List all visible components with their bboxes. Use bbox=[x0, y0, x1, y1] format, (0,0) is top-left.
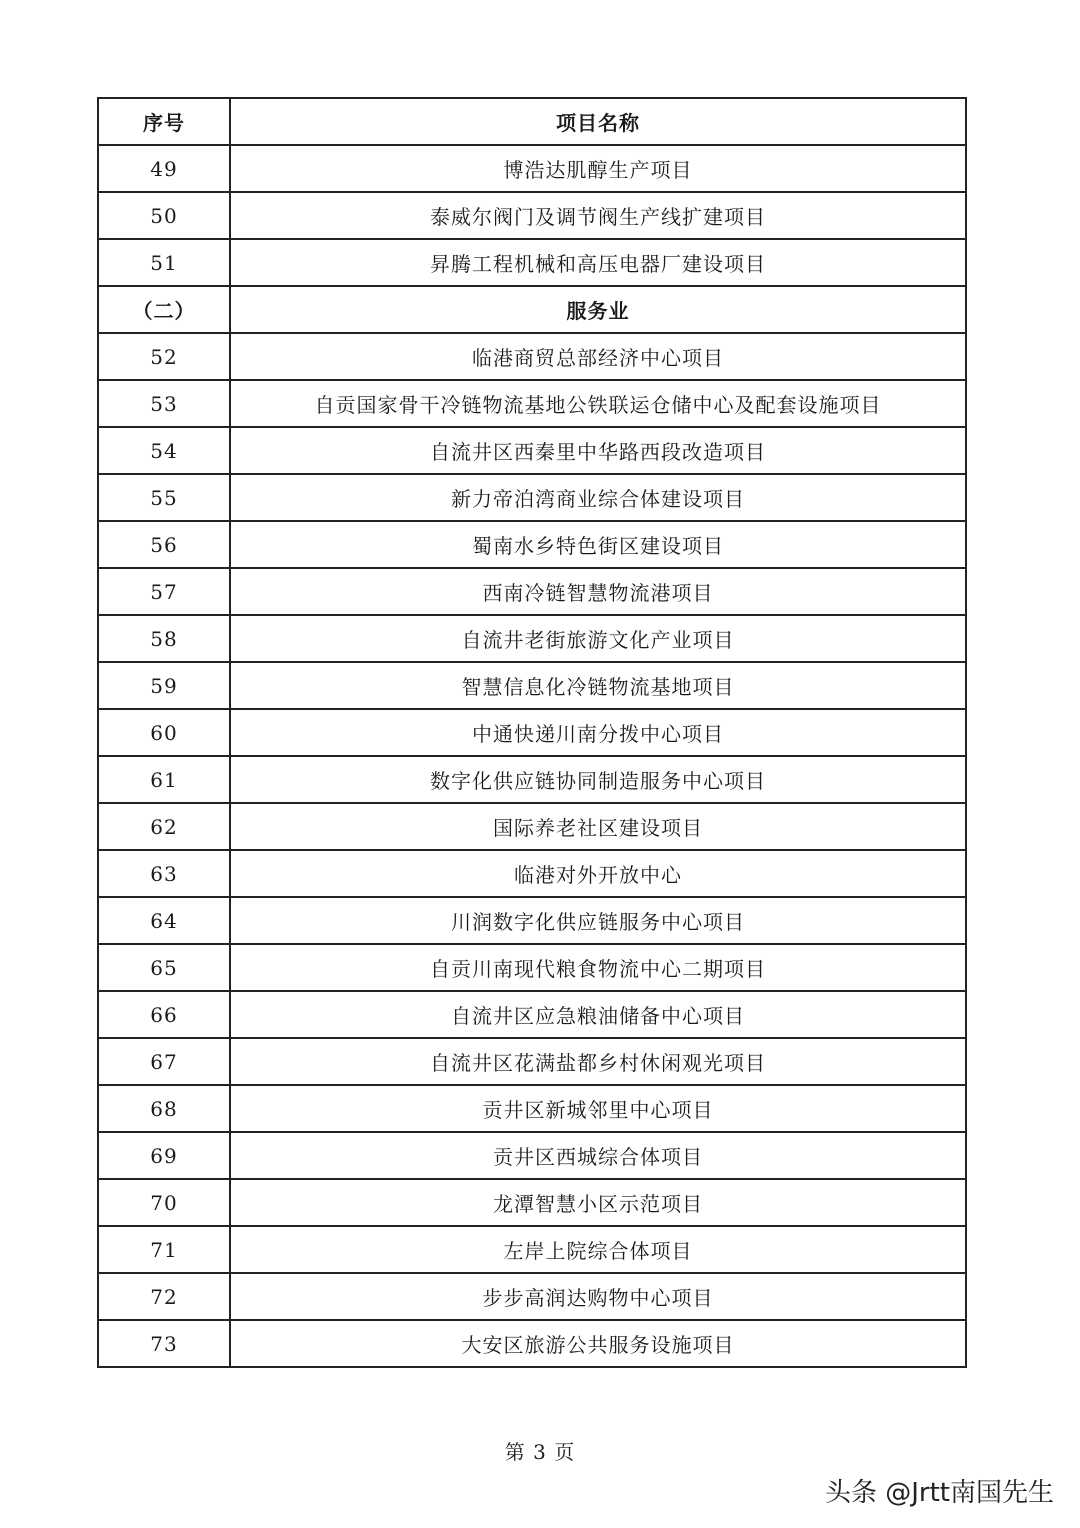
row-serial-number: 58 bbox=[98, 615, 230, 662]
table-row bbox=[98, 1038, 966, 1085]
row-project-name: 步步高润达购物中心项目 bbox=[230, 1273, 966, 1320]
project-table bbox=[97, 97, 967, 1368]
row-serial-number: 73 bbox=[98, 1320, 230, 1367]
row-project-name: 中通快递川南分拨中心项目 bbox=[230, 709, 966, 756]
table-row bbox=[98, 662, 966, 709]
row-project-name: 智慧信息化冷链物流基地项目 bbox=[230, 662, 966, 709]
table-row bbox=[98, 756, 966, 803]
page-number: 第 3 页 bbox=[504, 1440, 576, 1464]
row-serial-number: 63 bbox=[98, 850, 230, 897]
row-project-name: 临港对外开放中心 bbox=[230, 850, 966, 897]
row-project-name: 龙潭智慧小区示范项目 bbox=[230, 1179, 966, 1226]
table-header-row bbox=[98, 98, 966, 145]
row-project-name: 自流井区西秦里中华路西段改造项目 bbox=[230, 427, 966, 474]
table-row bbox=[98, 333, 966, 380]
table-row bbox=[98, 709, 966, 756]
row-serial-number: 66 bbox=[98, 991, 230, 1038]
table-row bbox=[98, 568, 966, 615]
section-title: 服务业 bbox=[230, 286, 966, 333]
table-row bbox=[98, 1085, 966, 1132]
row-serial-number: 59 bbox=[98, 662, 230, 709]
row-project-name: 贡井区西城综合体项目 bbox=[230, 1132, 966, 1179]
table-row bbox=[98, 803, 966, 850]
table-row bbox=[98, 239, 966, 286]
row-serial-number: 69 bbox=[98, 1132, 230, 1179]
row-project-name: 大安区旅游公共服务设施项目 bbox=[230, 1320, 966, 1367]
section-heading-row bbox=[98, 286, 966, 333]
row-project-name: 蜀南水乡特色街区建设项目 bbox=[230, 521, 966, 568]
row-project-name: 西南冷链智慧物流港项目 bbox=[230, 568, 966, 615]
row-serial-number: 53 bbox=[98, 380, 230, 427]
row-project-name: 自贡国家骨干冷链物流基地公铁联运仓储中心及配套设施项目 bbox=[230, 380, 966, 427]
row-project-name: 自流井区应急粮油储备中心项目 bbox=[230, 991, 966, 1038]
table-row bbox=[98, 944, 966, 991]
row-serial-number: 51 bbox=[98, 239, 230, 286]
table-row bbox=[98, 427, 966, 474]
row-project-name: 国际养老社区建设项目 bbox=[230, 803, 966, 850]
row-project-name: 泰威尔阀门及调节阀生产线扩建项目 bbox=[230, 192, 966, 239]
row-project-name: 数字化供应链协同制造服务中心项目 bbox=[230, 756, 966, 803]
row-project-name: 自贡川南现代粮食物流中心二期项目 bbox=[230, 944, 966, 991]
row-serial-number: 64 bbox=[98, 897, 230, 944]
header-project-name: 项目名称 bbox=[230, 98, 966, 145]
row-serial-number: 61 bbox=[98, 756, 230, 803]
row-project-name: 自流井老街旅游文化产业项目 bbox=[230, 615, 966, 662]
table-row bbox=[98, 615, 966, 662]
row-serial-number: 68 bbox=[98, 1085, 230, 1132]
table-row bbox=[98, 1132, 966, 1179]
row-serial-number: 49 bbox=[98, 145, 230, 192]
row-project-name: 临港商贸总部经济中心项目 bbox=[230, 333, 966, 380]
row-serial-number: 67 bbox=[98, 1038, 230, 1085]
row-project-name: 新力帝泊湾商业综合体建设项目 bbox=[230, 474, 966, 521]
section-number: （二） bbox=[98, 286, 230, 333]
row-serial-number: 65 bbox=[98, 944, 230, 991]
row-project-name: 川润数字化供应链服务中心项目 bbox=[230, 897, 966, 944]
table-row bbox=[98, 1320, 966, 1367]
row-serial-number: 71 bbox=[98, 1226, 230, 1273]
source-watermark: 头条 @Jrtt南国先生 bbox=[824, 1478, 1054, 1508]
row-serial-number: 72 bbox=[98, 1273, 230, 1320]
table-row bbox=[98, 521, 966, 568]
row-serial-number: 50 bbox=[98, 192, 230, 239]
table-row bbox=[98, 145, 966, 192]
table-row bbox=[98, 1179, 966, 1226]
row-project-name: 贡井区新城邻里中心项目 bbox=[230, 1085, 966, 1132]
table-row bbox=[98, 192, 966, 239]
table-row bbox=[98, 380, 966, 427]
row-serial-number: 54 bbox=[98, 427, 230, 474]
row-serial-number: 60 bbox=[98, 709, 230, 756]
row-serial-number: 55 bbox=[98, 474, 230, 521]
row-serial-number: 57 bbox=[98, 568, 230, 615]
table-row bbox=[98, 474, 966, 521]
table-row bbox=[98, 850, 966, 897]
table-row bbox=[98, 897, 966, 944]
table-row bbox=[98, 1226, 966, 1273]
table-body bbox=[98, 145, 966, 1367]
header-serial-number: 序号 bbox=[98, 98, 230, 145]
row-serial-number: 52 bbox=[98, 333, 230, 380]
row-project-name: 昇腾工程机械和高压电器厂建设项目 bbox=[230, 239, 966, 286]
row-project-name: 博浩达肌醇生产项目 bbox=[230, 145, 966, 192]
row-project-name: 自流井区花满盐都乡村休闲观光项目 bbox=[230, 1038, 966, 1085]
row-serial-number: 70 bbox=[98, 1179, 230, 1226]
row-serial-number: 62 bbox=[98, 803, 230, 850]
row-serial-number: 56 bbox=[98, 521, 230, 568]
table-row bbox=[98, 1273, 966, 1320]
row-project-name: 左岸上院综合体项目 bbox=[230, 1226, 966, 1273]
table-row bbox=[98, 991, 966, 1038]
